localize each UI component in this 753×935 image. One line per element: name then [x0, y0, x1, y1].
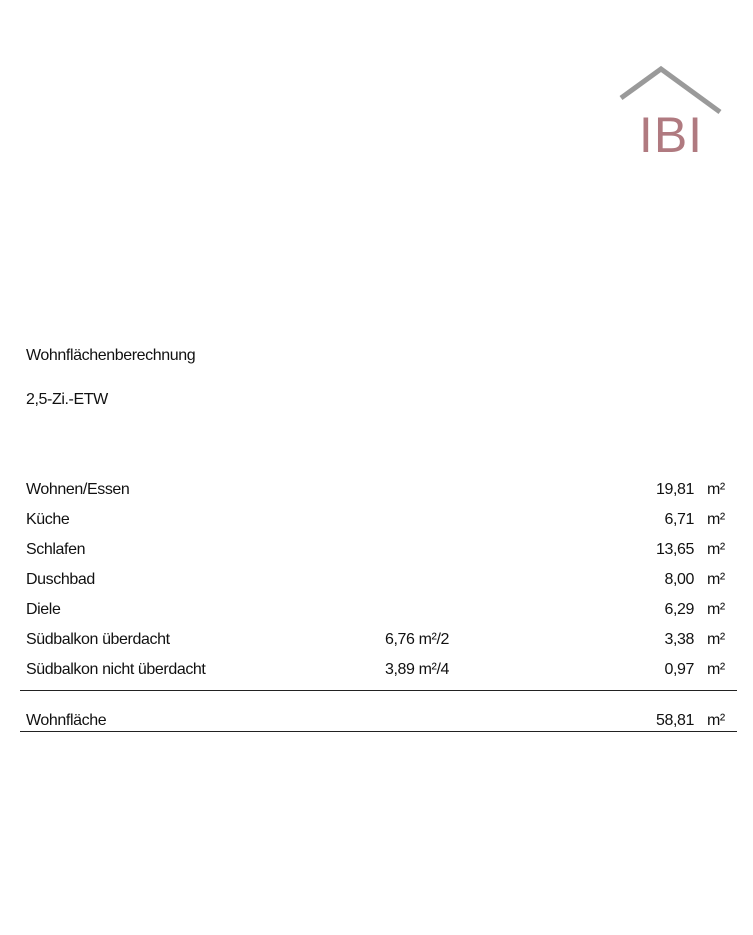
table-row [20, 568, 737, 598]
total-area: 58,81 [655, 712, 694, 729]
total-label: Wohnfläche [26, 712, 107, 729]
room-area: 8,00 [664, 571, 694, 588]
divider [20, 731, 737, 732]
room-unit: m² [707, 601, 725, 618]
total-unit: m² [707, 712, 725, 729]
room-area: 0,97 [664, 661, 694, 678]
table-row [20, 628, 737, 658]
room-unit: m² [707, 631, 725, 648]
room-formula: 3,89 m²/4 [385, 661, 449, 678]
room-unit: m² [707, 481, 725, 498]
room-name: Südbalkon überdacht [26, 631, 170, 648]
room-area: 19,81 [655, 481, 694, 498]
company-logo [618, 64, 724, 158]
document-subtitle: 2,5-Zi.-ETW [26, 391, 108, 408]
room-name: Schlafen [26, 541, 86, 558]
room-formula: 6,76 m²/2 [385, 631, 449, 648]
document-title: Wohnflächenberechnung [26, 347, 196, 364]
room-name: Südbalkon nicht überdacht [26, 661, 206, 678]
table-row [20, 658, 737, 688]
room-area: 6,71 [664, 511, 694, 528]
room-unit: m² [707, 511, 725, 528]
area-table [20, 478, 737, 732]
room-name: Wohnen/Essen [26, 481, 130, 498]
table-row [20, 478, 737, 508]
roof-icon [621, 69, 720, 112]
room-name: Duschbad [26, 571, 95, 588]
table-row [20, 508, 737, 538]
room-area: 6,29 [664, 601, 694, 618]
room-unit: m² [707, 661, 725, 678]
total-row [20, 691, 737, 729]
logo-letters: IBI [638, 107, 704, 158]
room-area: 3,38 [664, 631, 694, 648]
room-area: 13,65 [655, 541, 694, 558]
table-row [20, 598, 737, 628]
room-name: Küche [26, 511, 70, 528]
room-unit: m² [707, 571, 725, 588]
room-name: Diele [26, 601, 61, 618]
table-row [20, 538, 737, 568]
room-unit: m² [707, 541, 725, 558]
